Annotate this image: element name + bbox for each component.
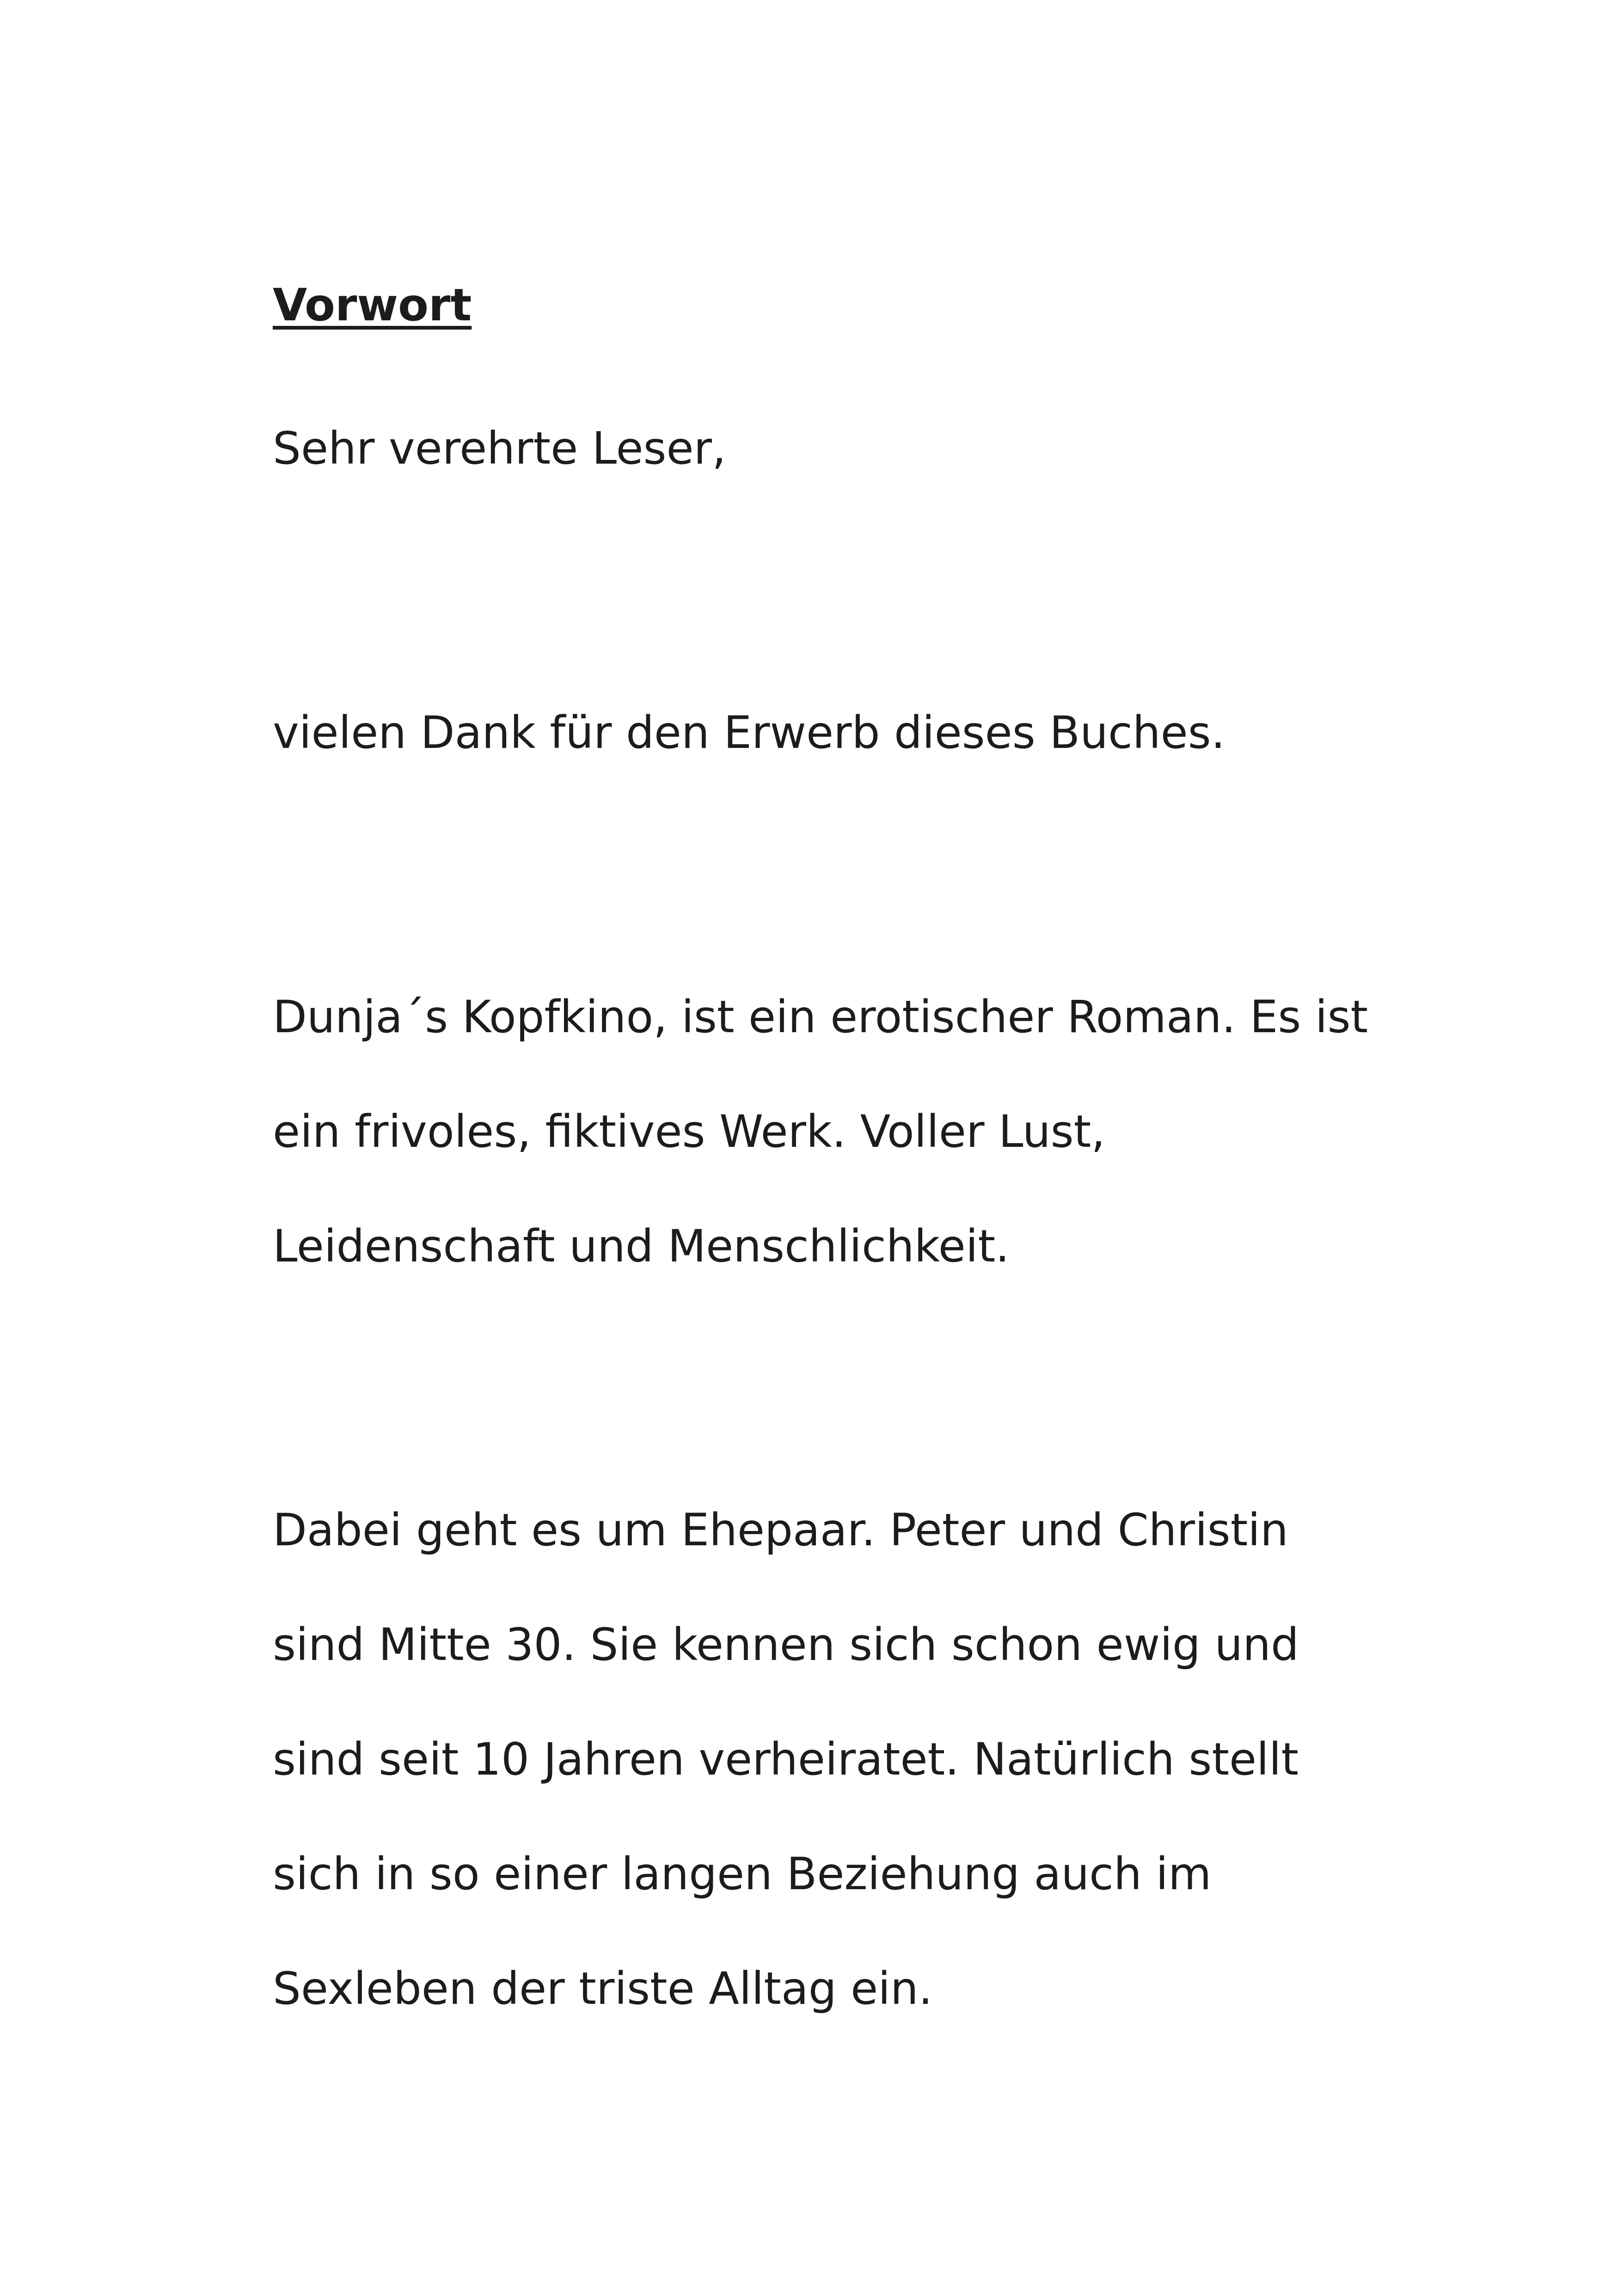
paragraph-3-line-4: sich in so einer langen Beziehung auch im — [273, 1848, 1212, 1900]
salutation: Sehr verehrte Leser, — [273, 422, 726, 474]
paragraph-3-line-5: Sexleben der triste Alltag ein. — [273, 1963, 933, 2014]
paragraph-3-line-3: sind seit 10 Jahren verheiratet. Natürlich stellt — [273, 1733, 1299, 1785]
paragraph-2-line-1: Dunja´s Kopfkino, ist ein erotischer Roman. Es ist — [273, 991, 1368, 1043]
page-heading: Vorwort — [273, 279, 472, 331]
paragraph-3-line-2: sind Mitte 30. Sie kennen sich schon ewig und — [273, 1619, 1299, 1671]
paragraph-3-line-1: Dabei geht es um Ehepaar. Peter und Christin — [273, 1504, 1288, 1556]
paragraph-1-line-1: vielen Dank für den Erwerb dieses Buches. — [273, 707, 1226, 759]
paragraph-2-line-3: Leidenschaft und Menschlichkeit. — [273, 1220, 1010, 1272]
paragraph-2-line-2: ein frivoles, fiktives Werk. Voller Lust, — [273, 1106, 1105, 1157]
